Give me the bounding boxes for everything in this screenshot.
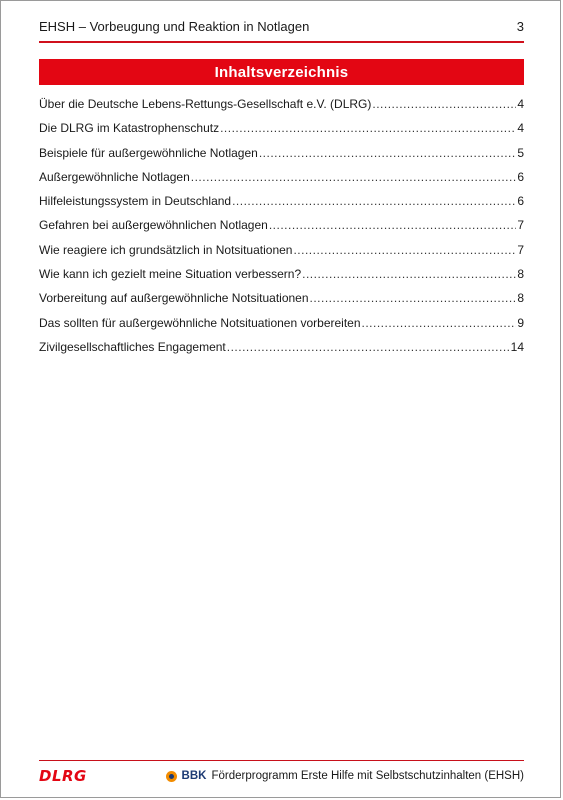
toc-entry-title: Die DLRG im Katastrophenschutz <box>39 121 220 136</box>
toc-entry-title: Das sollten für außergewöhnliche Notsituationen vorbereiten <box>39 315 361 330</box>
toc-dot-leader <box>302 267 516 281</box>
toc-entry[interactable] <box>39 243 524 267</box>
toc-entry[interactable] <box>39 170 524 194</box>
toc-entry-title: Zivilgesellschaftliches Engagement <box>39 339 226 354</box>
toc-entry-page: 4 <box>517 97 524 111</box>
toc-dot-leader <box>232 194 516 208</box>
toc-entry-page: 7 <box>517 218 524 233</box>
toc-entry-page: 5 <box>517 145 524 160</box>
toc-entry-title: Über die Deutsche Lebens-Rettungs-Gesellschaft e.V. (DLRG) <box>39 97 372 111</box>
header-title: EHSH – Vorbeugung und Reaktion in Notlagen <box>39 18 310 34</box>
toc-entry[interactable] <box>39 97 524 121</box>
toc-entry-title: Wie reagiere ich grundsätzlich in Notsituationen <box>39 242 293 257</box>
toc-entry[interactable] <box>39 340 524 364</box>
toc-entry-page: 4 <box>517 121 524 136</box>
toc-entry-page: 6 <box>517 194 524 209</box>
toc-dot-leader <box>191 170 517 184</box>
toc-entry-title: Hilfeleistungssystem in Deutschland <box>39 194 232 209</box>
bbk-emblem-icon <box>166 771 177 782</box>
toc-heading <box>39 59 524 85</box>
toc-dot-leader <box>259 146 517 160</box>
page-footer <box>39 765 524 787</box>
toc-entry-title: Vorbereitung auf außergewöhnliche Notsituationen <box>39 291 309 306</box>
toc-entry-page: 8 <box>517 267 524 282</box>
toc-dot-leader <box>227 340 510 354</box>
header-page-number: 3 <box>516 18 524 34</box>
toc-entry-page: 8 <box>517 291 524 306</box>
toc-entry[interactable] <box>39 267 524 291</box>
toc-entry-title: Gefahren bei außergewöhnlichen Notlagen <box>39 218 268 233</box>
toc-heading-text: Inhaltsverzeichnis <box>214 63 349 81</box>
toc-entry-title: Außergewöhnliche Notlagen <box>39 169 190 184</box>
toc-entry[interactable] <box>39 146 524 170</box>
toc-entry[interactable] <box>39 316 524 340</box>
toc-entry-page: 6 <box>517 169 524 184</box>
toc-entry-page: 9 <box>517 315 524 330</box>
toc-dot-leader <box>293 243 516 257</box>
toc-entry[interactable] <box>39 218 524 242</box>
dlrg-logo: DLRG <box>39 767 87 785</box>
toc-entry-page: 7 <box>517 242 524 257</box>
toc-entry[interactable] <box>39 291 524 315</box>
toc-dot-leader <box>310 291 517 305</box>
page-header <box>39 15 524 37</box>
table-of-contents <box>39 97 524 364</box>
toc-dot-leader <box>220 121 516 135</box>
toc-entry-title: Beispiele für außergewöhnliche Notlagen <box>39 145 258 160</box>
toc-entry[interactable] <box>39 194 524 218</box>
header-divider <box>39 41 524 43</box>
toc-dot-leader <box>362 316 517 330</box>
footer-program-text: Förderprogramm Erste Hilfe mit Selbstschutzinhalten (EHSH) <box>211 770 524 782</box>
footer-program <box>166 770 524 782</box>
toc-entry-page: 14 <box>510 339 524 354</box>
toc-entry[interactable] <box>39 121 524 145</box>
footer-divider <box>39 760 524 761</box>
toc-dot-leader <box>269 218 516 232</box>
toc-dot-leader <box>372 97 516 111</box>
toc-entry-title: Wie kann ich gezielt meine Situation verbessern? <box>39 267 302 282</box>
bbk-label: BBK <box>181 770 207 782</box>
